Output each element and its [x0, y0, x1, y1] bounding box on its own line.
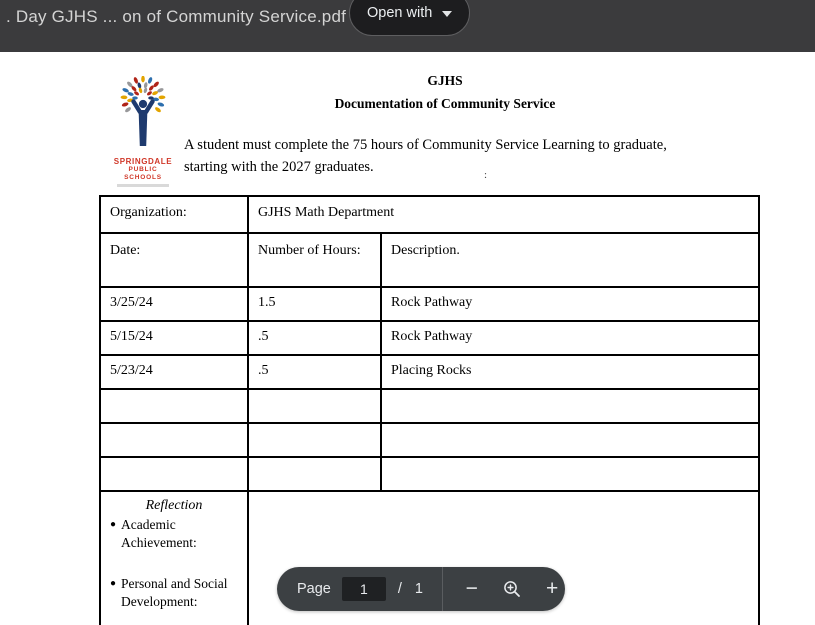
logo-subname: PUBLIC SCHOOLS: [124, 166, 162, 181]
page-separator: /: [397, 581, 402, 597]
description-cell: [381, 389, 759, 423]
zoom-out-button[interactable]: [460, 577, 484, 601]
table-row: [100, 321, 759, 355]
reflection-item-label: Academic Achievement:: [121, 517, 197, 550]
page-label: Page: [297, 581, 331, 597]
chevron-down-icon: [442, 11, 452, 17]
minus-icon: −: [465, 577, 478, 600]
table-row-empty: [100, 423, 759, 457]
document-title: . Day GJHS ... on of Community Service.pdf: [6, 7, 347, 26]
bullet-icon: ●: [110, 519, 117, 530]
logo-tree-icon: [110, 76, 176, 152]
description-cell: Placing Rocks: [381, 355, 759, 389]
doc-intro: A student must complete the 75 hours of Community Service Learning to graduate, starting with the 2027 graduates.: [184, 137, 667, 176]
table-header-row: [100, 233, 759, 287]
table-row-empty: [100, 389, 759, 423]
springdale-logo: [110, 76, 176, 187]
table-row-empty: [100, 457, 759, 491]
table-row: [100, 287, 759, 321]
date-cell: [100, 389, 248, 423]
logo-tagline: [117, 184, 169, 187]
bullet-icon: ●: [110, 578, 117, 590]
description-header-cell: Description.: [381, 233, 759, 287]
date-cell: [100, 457, 248, 491]
table-row: [100, 355, 759, 389]
reflection-item-academic: [110, 516, 238, 551]
doc-heading-school: GJHS: [427, 73, 463, 88]
reflection-title: Reflection: [145, 498, 203, 513]
hours-cell: [248, 389, 381, 423]
hours-header-cell: Number of Hours:: [248, 233, 381, 287]
date-cell: 3/25/24: [100, 287, 248, 321]
service-table: [99, 195, 760, 625]
organization-value-cell: GJHS Math Department: [248, 196, 759, 233]
hours-cell: .5: [248, 355, 381, 389]
organization-row: [100, 196, 759, 233]
hours-cell: [248, 423, 381, 457]
description-cell: Rock Pathway: [381, 287, 759, 321]
open-with-button[interactable]: [349, 0, 470, 36]
page-input[interactable]: [342, 577, 386, 601]
reflection-item-personal: [110, 575, 238, 610]
open-with-label: Open with: [367, 5, 433, 21]
description-cell: [381, 423, 759, 457]
organization-label-cell: Organization:: [100, 196, 248, 233]
zoom-tool-button[interactable]: [500, 579, 526, 599]
toolbar-divider: [442, 567, 443, 611]
date-header-cell: Date:: [100, 233, 248, 287]
page-total: 1: [414, 581, 423, 597]
pdf-page: [0, 52, 815, 625]
plus-icon: +: [546, 577, 559, 600]
hours-cell: 1.5: [248, 287, 381, 321]
reflection-item-label: Personal and Social Development:: [121, 576, 228, 609]
hours-cell: .5: [248, 321, 381, 355]
magnifier-icon: [502, 579, 522, 599]
page-toolbar: [277, 567, 565, 611]
zoom-in-button[interactable]: [539, 577, 565, 601]
date-cell: [100, 423, 248, 457]
description-cell: [381, 457, 759, 491]
doc-heading-title: Documentation of Community Service: [334, 96, 556, 111]
reflection-cell: [100, 491, 248, 625]
viewer-header: [0, 0, 815, 52]
date-cell: 5/15/24: [100, 321, 248, 355]
description-cell: Rock Pathway: [381, 321, 759, 355]
stray-colon-mark: :: [484, 169, 488, 181]
logo-name: SPRINGDALE: [113, 157, 173, 166]
date-cell: 5/23/24: [100, 355, 248, 389]
hours-cell: [248, 457, 381, 491]
